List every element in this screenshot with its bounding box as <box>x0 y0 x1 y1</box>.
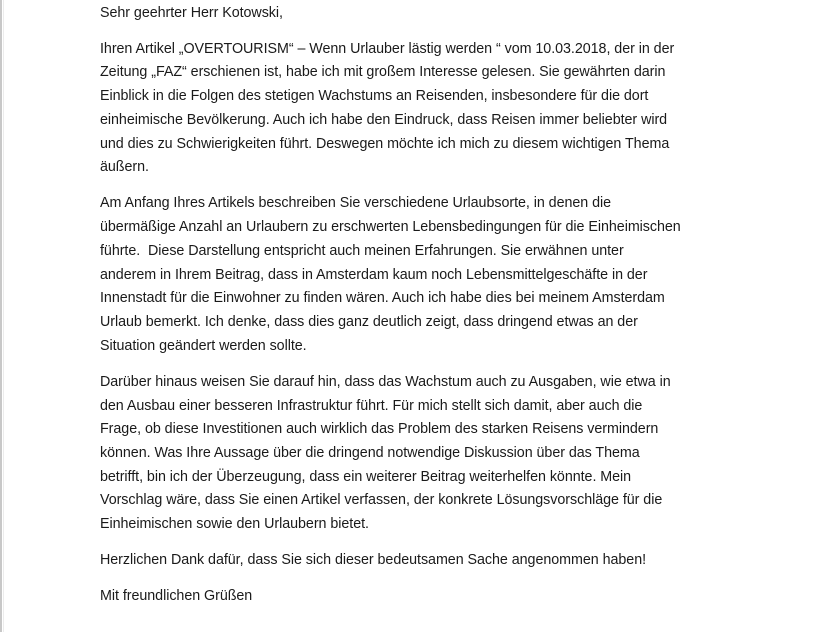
text-line: können. Was Ihre Aussage über die dringend notwendige Diskussion über das Thema <box>100 444 640 461</box>
text-line: Am Anfang Ihres Artikels beschreiben Sie verschiedene Urlaubsorte, in denen die <box>100 195 612 212</box>
text-line: Ihren Artikel „OVERTOURISM“ – Wenn Urlauber lästig werden “ vom 10.03.2018, der in der <box>100 40 675 57</box>
paragraph-suggestion <box>100 371 820 537</box>
text-line: führte. Diese Darstellung entspricht auch meinen Erfahrungen. Sie erwähnen unter <box>100 242 624 259</box>
text-line: betrifft, bin ich der Überzeugung, dass ein weiterer Beitrag weiterhelfen könnte. Mein <box>100 468 632 485</box>
text-line: Urlaub bemerkt. Ich denke, dass dies ganz deutlich zeigt, dass dringend etwas an der <box>100 313 638 330</box>
text-line: Einheimischen sowie den Urlaubern bietet. <box>100 516 369 533</box>
text-line: übermäßige Anzahl an Urlaubern zu erschwerten Lebensbedingungen für die Einheimischen <box>100 219 681 236</box>
page-left-border <box>0 0 2 632</box>
salutation <box>100 2 820 26</box>
closing <box>100 585 820 609</box>
text-line: und dies zu Schwierigkeiten führt. Deswegen möchte ich mich zu diesem wichtigen Thema <box>100 135 670 152</box>
text-line: Situation geändert werden sollte. <box>100 337 307 354</box>
closing-text: Mit freundlichen Grüßen <box>100 588 253 605</box>
letter-body <box>100 2 820 622</box>
page-left-border-shadow <box>3 0 4 632</box>
paragraph-experience <box>100 192 820 358</box>
text-line: einheimische Bevölkerung. Auch ich habe den Eindruck, dass Reisen immer beliebter wird <box>100 111 668 128</box>
text-line: den Ausbau einer besseren Infrastruktur führt. Für mich stellt sich damit, aber auch die <box>100 397 643 414</box>
text-line: Darüber hinaus weisen Sie darauf hin, dass das Wachstum auch zu Ausgaben, wie etwa in <box>100 373 671 390</box>
text-line: anderem in Ihrem Beitrag, dass in Amsterdam kaum noch Lebensmittelgeschäfte in der <box>100 266 648 283</box>
text-line: äußern. <box>100 159 149 176</box>
text-line: Einblick in die Folgen des stetigen Wachstums an Reisenden, insbesondere für die dort <box>100 88 649 105</box>
salutation-text: Sehr geehrter Herr Kotowski, <box>100 5 283 21</box>
text-line: Frage, ob diese Investitionen auch wirklich das Problem des starken Reisens vermindern <box>100 421 659 438</box>
text-line: Herzlichen Dank dafür, dass Sie sich dieser bedeutsamen Sache angenommen haben! <box>100 552 647 569</box>
text-line: Innenstadt für die Einwohner zu finden wären. Auch ich habe dies bei meinem Amsterdam <box>100 290 665 307</box>
text-line: Zeitung „FAZ“ erschienen ist, habe ich mit großem Interesse gelesen. Sie gewährten darin <box>100 64 666 81</box>
paragraph-intro <box>100 38 820 180</box>
text-line: Vorschlag wäre, dass Sie einen Artikel verfassen, der konkrete Lösungsvorschläge für die <box>100 492 663 509</box>
paragraph-thanks <box>100 549 820 573</box>
